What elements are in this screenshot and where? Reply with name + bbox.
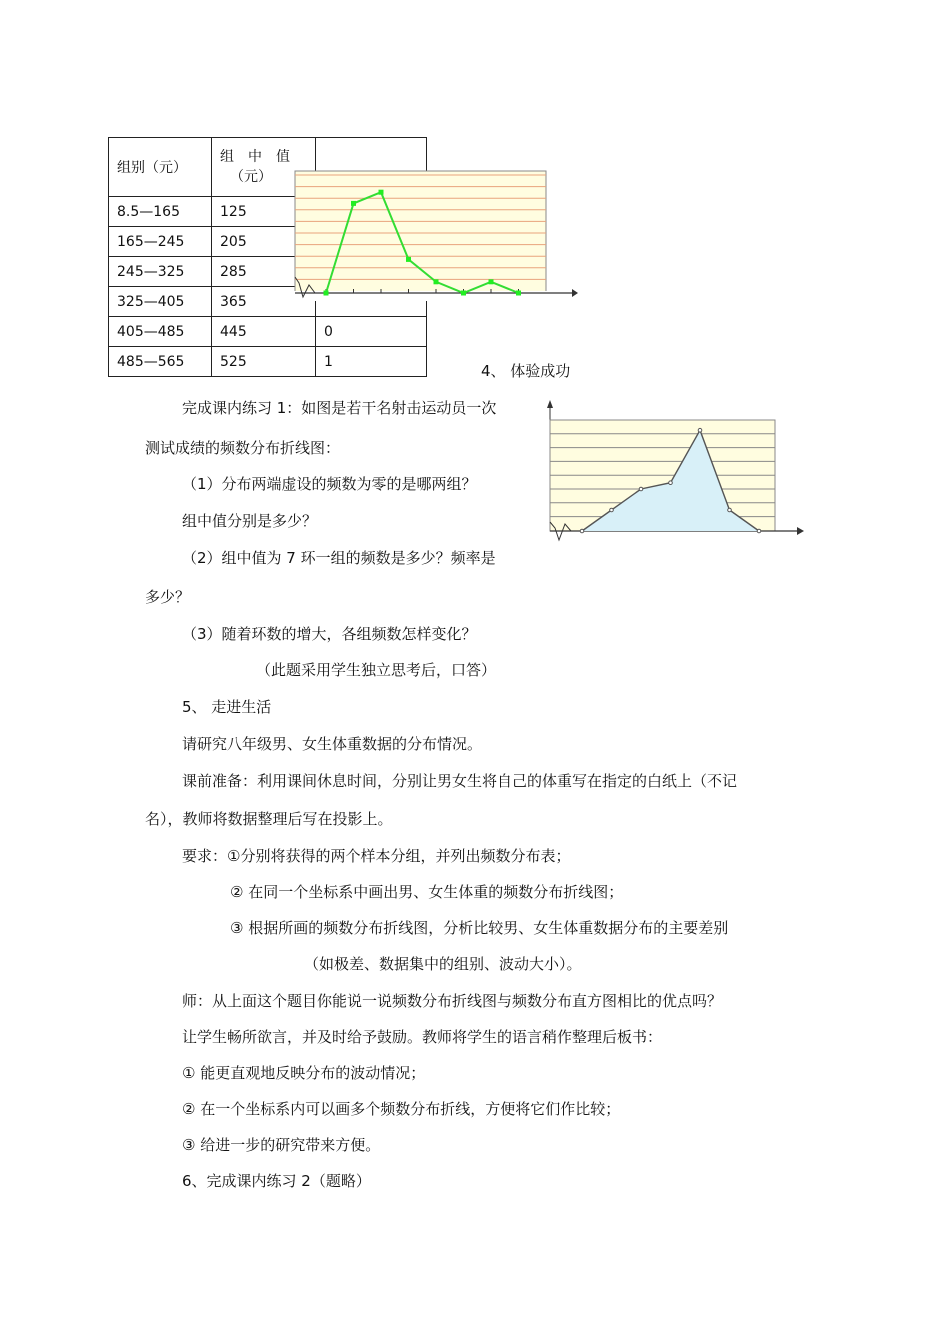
teacher-question: 师：从上面这个题目你能说一说频数分布折线图与频数分布直方图相比的优点吗？ xyxy=(182,992,723,1010)
frequency-polygon-chart-2 xyxy=(545,400,805,545)
table-row xyxy=(109,347,427,377)
section-4-heading: 4、 体验成功 xyxy=(481,362,571,380)
header-group: 组别（元） xyxy=(109,138,212,197)
advantage-1: ① 能更直观地反映分布的波动情况； xyxy=(182,1064,426,1082)
y-axis-arrow xyxy=(547,400,553,408)
answer-note: （此题采用学生独立思考后，口答） xyxy=(256,661,497,679)
frequency-polygon-chart-1 xyxy=(290,165,580,305)
data-point xyxy=(461,291,466,296)
data-point xyxy=(516,291,521,296)
requirement-3: ③ 根据所画的频数分布折线图，分析比较男、女生体重数据分布的主要差别 xyxy=(230,919,729,937)
prep-text-a: 课前准备：利用课间休息时间，分别让男女生将自己的体重写在指定的白纸上（不记 xyxy=(182,772,738,790)
study-text: 请研究八年级男、女生体重数据的分布情况。 xyxy=(182,735,483,753)
question-3: （3）随着环数的增大，各组频数怎样变化？ xyxy=(182,625,477,643)
requirement-2: ② 在同一个坐标系中画出男、女生体重的频数分布折线图； xyxy=(230,883,624,901)
practice1-text-b: 测试成绩的频数分布折线图： xyxy=(145,439,341,457)
data-point xyxy=(351,201,356,206)
x-axis-arrow xyxy=(572,289,578,297)
cell-midpoint: 525 xyxy=(212,347,316,377)
x-axis-arrow xyxy=(797,527,804,535)
data-point xyxy=(610,508,614,512)
cell-group: 165—245 xyxy=(109,227,212,257)
cell-count: 0 xyxy=(316,317,427,347)
data-point xyxy=(757,529,761,533)
table-row xyxy=(109,317,427,347)
section-5-heading: 5、 走进生活 xyxy=(182,698,272,716)
cell-midpoint: 445 xyxy=(212,317,316,347)
data-point xyxy=(669,481,673,485)
section-6-heading: 6、完成课内练习 2（题略） xyxy=(182,1172,371,1190)
cell-midpoint: 125 xyxy=(212,197,316,227)
cell-midpoint: 205 xyxy=(212,227,316,257)
requirement-3-note: （如极差、数据集中的组别、波动大小）。 xyxy=(304,955,582,973)
header-midpoint-top: 组 中 值 xyxy=(220,149,290,165)
data-point xyxy=(489,279,494,284)
advantage-3: ③ 给进一步的研究带来方便。 xyxy=(182,1136,381,1154)
cell-group: 8.5—165 xyxy=(109,197,212,227)
data-point xyxy=(728,508,732,512)
requirement-1: 要求：①分别将获得的两个样本分组，并列出频数分布表； xyxy=(182,847,571,865)
question-2-a: （2）组中值为 7 环一组的频数是多少？频率是 xyxy=(182,549,496,567)
practice1-text-a: 完成课内练习 1：如图是若干名射击运动员一次 xyxy=(182,399,497,417)
cell-midpoint: 285 xyxy=(212,257,316,287)
question-1-a: （1）分布两端虚设的频数为零的是哪两组？ xyxy=(182,475,477,493)
data-point xyxy=(324,291,329,296)
students-text: 让学生畅所欲言，并及时给予鼓励。教师将学生的语言稍作整理后板书： xyxy=(182,1028,663,1046)
data-point xyxy=(580,529,584,533)
cell-group: 405—485 xyxy=(109,317,212,347)
data-point xyxy=(698,428,702,432)
advantage-2: ② 在一个坐标系内可以画多个频数分布折线，方便将它们作比较； xyxy=(182,1100,621,1118)
cell-count: 1 xyxy=(316,347,427,377)
question-1-b: 组中值分别是多少？ xyxy=(182,512,318,530)
data-point xyxy=(406,257,411,262)
cell-group: 485—565 xyxy=(109,347,212,377)
question-2-b: 多少？ xyxy=(145,588,191,606)
header-midpoint-unit: （元） xyxy=(230,169,272,185)
cell-group: 325—405 xyxy=(109,287,212,317)
data-point xyxy=(639,487,643,491)
cell-midpoint: 365 xyxy=(212,287,316,317)
prep-text-b: 名），教师将数据整理后写在投影上。 xyxy=(145,810,393,828)
cell-group: 245—325 xyxy=(109,257,212,287)
data-point xyxy=(379,190,384,195)
data-point xyxy=(434,279,439,284)
